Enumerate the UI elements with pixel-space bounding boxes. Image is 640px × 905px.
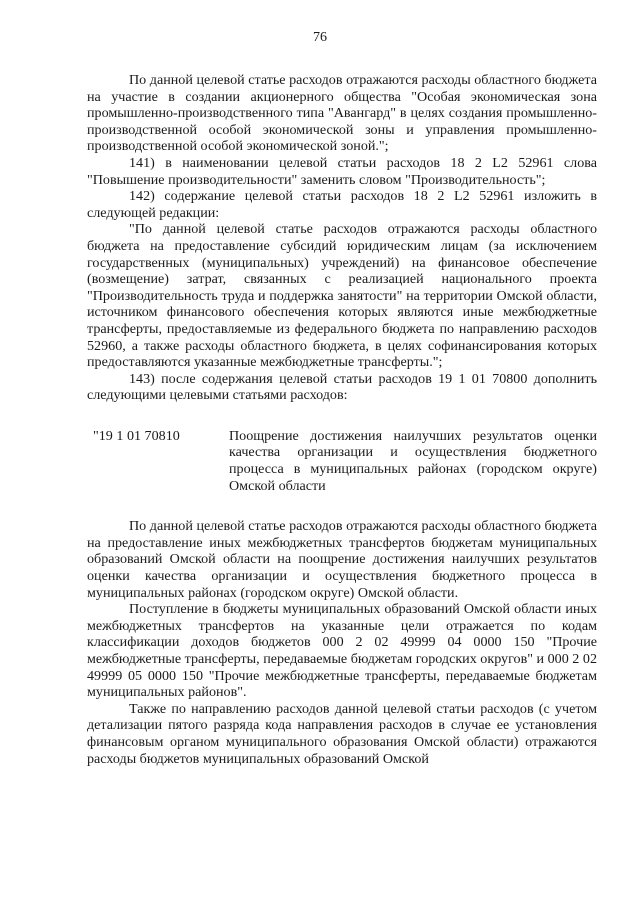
code-row <box>87 428 597 494</box>
paragraph: 143) после содержания целевой статьи расходов 19 1 01 70800 дополнить следующими целевыми статьями расходов: <box>87 370 597 404</box>
paragraph: Поступление в бюджеты муниципальных образований Омской области иных межбюджетных трансфертов на указанные цели отражается по кодам классификации доходов бюджетов 000 2 02 49999 04 0000 150 "Прочие межбюджетные трансферты, передаваемые бюджетам городских округов" и 000 2 02 49999 05 0000 150 "Прочие межбюджетные трансферты, передаваемые бюджетам муниципальных районов". <box>87 601 597 701</box>
paragraph: "По данной целевой статье расходов отражаются расходы областного бюджета на предоставление субсидий юридическим лицам (за исключением государственных (муниципальных) учреждений) на финансовое обеспечение (возмещение) затрат, связанных с реализацией национального проекта "Производительность труда и поддержка занятости" на территории Омской области, источником финансового обеспечения которых являются иные межбюджетные трансферты, предоставляемые из федерального бюджета по направлению расходов 52960, а также расходы областного бюджета, в целях софинансирования которых предоставляются указанные межбюджетные трансферты."; <box>87 221 597 371</box>
document-body <box>87 72 597 767</box>
paragraph: По данной целевой статье расходов отражаются расходы областного бюджета на участие в создании акционерного общества "Особая экономическая зона промышленно-производственного типа "Авангард" в целях создания промышленно-производственной особой экономической зоны и управления промышленно-производственной особой экономической зоной."; <box>87 72 597 155</box>
budget-code: "19 1 01 70810 <box>93 427 180 444</box>
budget-code-title: Поощрение достижения наилучших результатов оценки качества организации и осуществления бюджетного процесса в муниципальных районах (городском округе) Омской области <box>229 427 597 494</box>
page-number: 76 <box>313 30 327 45</box>
paragraph: По данной целевой статье расходов отражаются расходы областного бюджета на предоставление иных межбюджетных трансфертов бюджетам муниципальных образований Омской области на поощрение достижения наилучших результатов оценки качества организации и осуществления бюджетного процесса в муниципальных районах (городском округе) Омской области. <box>87 518 597 601</box>
paragraph: Также по направлению расходов данной целевой статьи расходов (с учетом детализации пятого разряда кода направления расходов в случае ее установления финансовым органом муниципального образования Омской области) отражаются расходы бюджетов муниципальных образований Омской <box>87 700 597 767</box>
paragraph: 141) в наименовании целевой статьи расходов 18 2 L2 52961 слова "Повышение производительности" заменить словом "Производительность"; <box>87 154 597 188</box>
paragraph: 142) содержание целевой статьи расходов 18 2 L2 52961 изложить в следующей редакции: <box>87 188 597 221</box>
spacer <box>87 404 597 428</box>
spacer <box>87 494 597 518</box>
